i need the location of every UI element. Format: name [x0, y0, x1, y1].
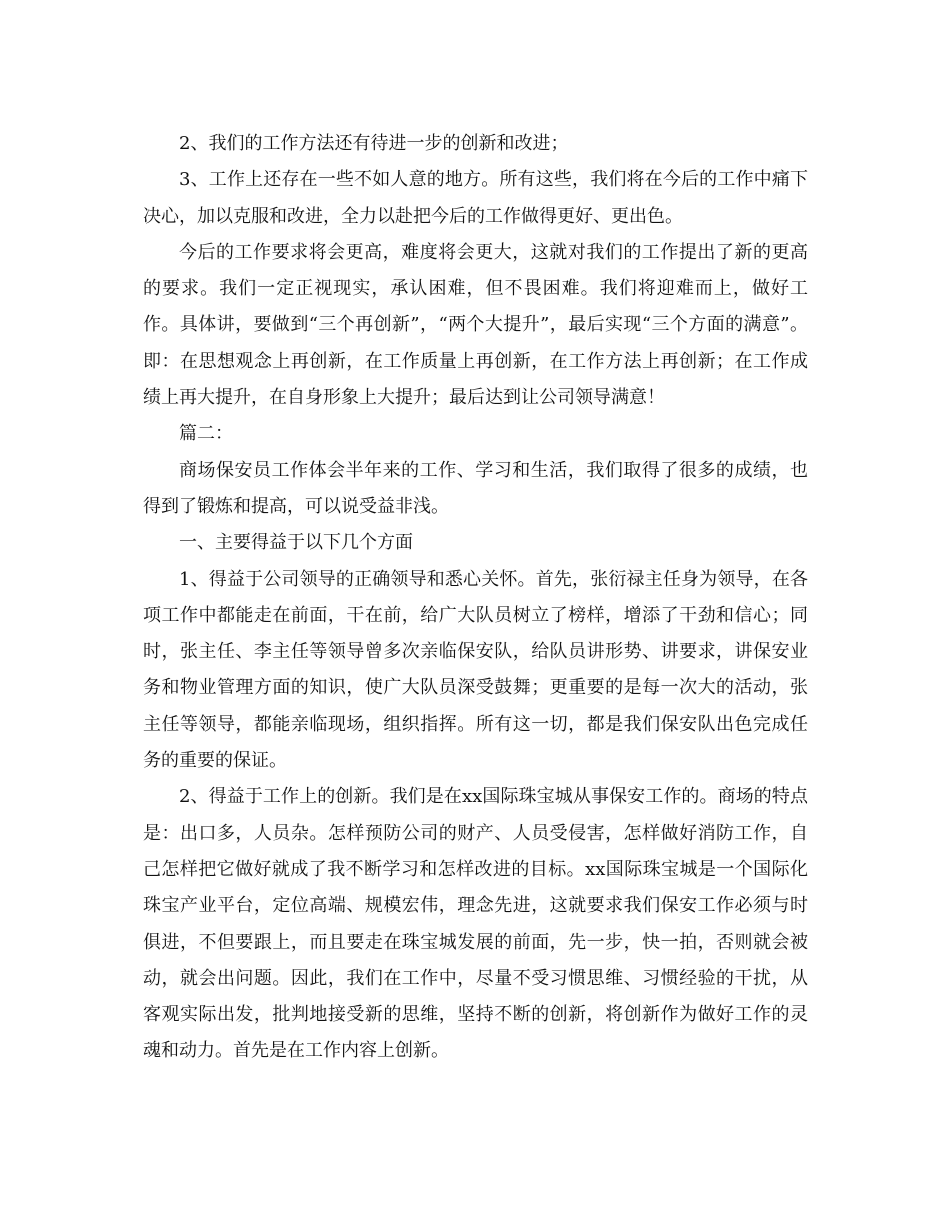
- paragraph-benefit-leadership: 1、得益于公司领导的正确领导和悉心关怀。首先，张衍禄主任身为领导，在各项工作中都能走在前面，干在前，给广大队员树立了榜样，增添了干劲和信心；同时，张主任、李主任等领导曾多次亲临保安队，给队员讲形势、讲要求，讲保安业务和物业管理方面的知识，使广大队员深受鼓舞；更重要的是每一次大的活动，张主任等领导，都能亲临现场，组织指挥。所有这一切，都是我们保安队出色完成任务的重要的保证。: [143, 568, 808, 772]
- paragraph-intro-experience: 商场保安员工作体会半年来的工作、学习和生活，我们取得了很多的成绩，也得到了锻炼和提高，可以说受益非浅。: [143, 459, 808, 517]
- section-heading-part-two: 篇二：: [179, 423, 233, 445]
- paragraph-item-2-method: 2、我们的工作方法还有待进一步的创新和改进；: [179, 133, 569, 154]
- paragraph-item-3-shortcomings: 3、工作上还存在一些不如人意的地方。所有这些，我们将在今后的工作中痛下决心，加以克服和改进，全力以赴把今后的工作做得更好、更出色。: [143, 169, 808, 227]
- paragraph-benefit-innovation: 2、得益于工作上的创新。我们是在xx国际珠宝城从事保安工作的。商场的特点是：出口多，人员杂。怎样预防公司的财产、人员受侵害，怎样做好消防工作，自己怎样把它做好就成了我不断学习和怎样改进的目标。xx国际珠宝城是一个国际化珠宝产业平台，定位高端、规模宏伟，理念先进，这就要求我们保安工作必须与时俱进，不但要跟上，而且要走在珠宝城发展的前面，先一步，快一拍，否则就会被动，就会出问题。因此，我们在工作中，尽量不受习惯思维、习惯经验的干扰，从客观实际出发，批判地接受新的思维，坚持不断的创新，将创新作为做好工作的灵魂和动力。首先是在工作内容上创新。: [143, 786, 808, 1062]
- paragraph-future-requirements: 今后的工作要求将会更高，难度将会更大，这就对我们的工作提出了新的更高的要求。我们一定正视现实，承认困难，但不畏困难。我们将迎难而上，做好工作。具体讲，要做到“三个再创新”，“两个大提升”，最后实现“三个方面的满意”。即：在思想观念上再创新，在工作质量上再创新，在工作方法上再创新；在工作成绩上再大提升，在自身形象上大提升；最后达到让公司领导满意！: [143, 241, 808, 409]
- subheading-main-benefits: 一、主要得益于以下几个方面: [179, 532, 413, 554]
- document-body: [143, 126, 808, 1070]
